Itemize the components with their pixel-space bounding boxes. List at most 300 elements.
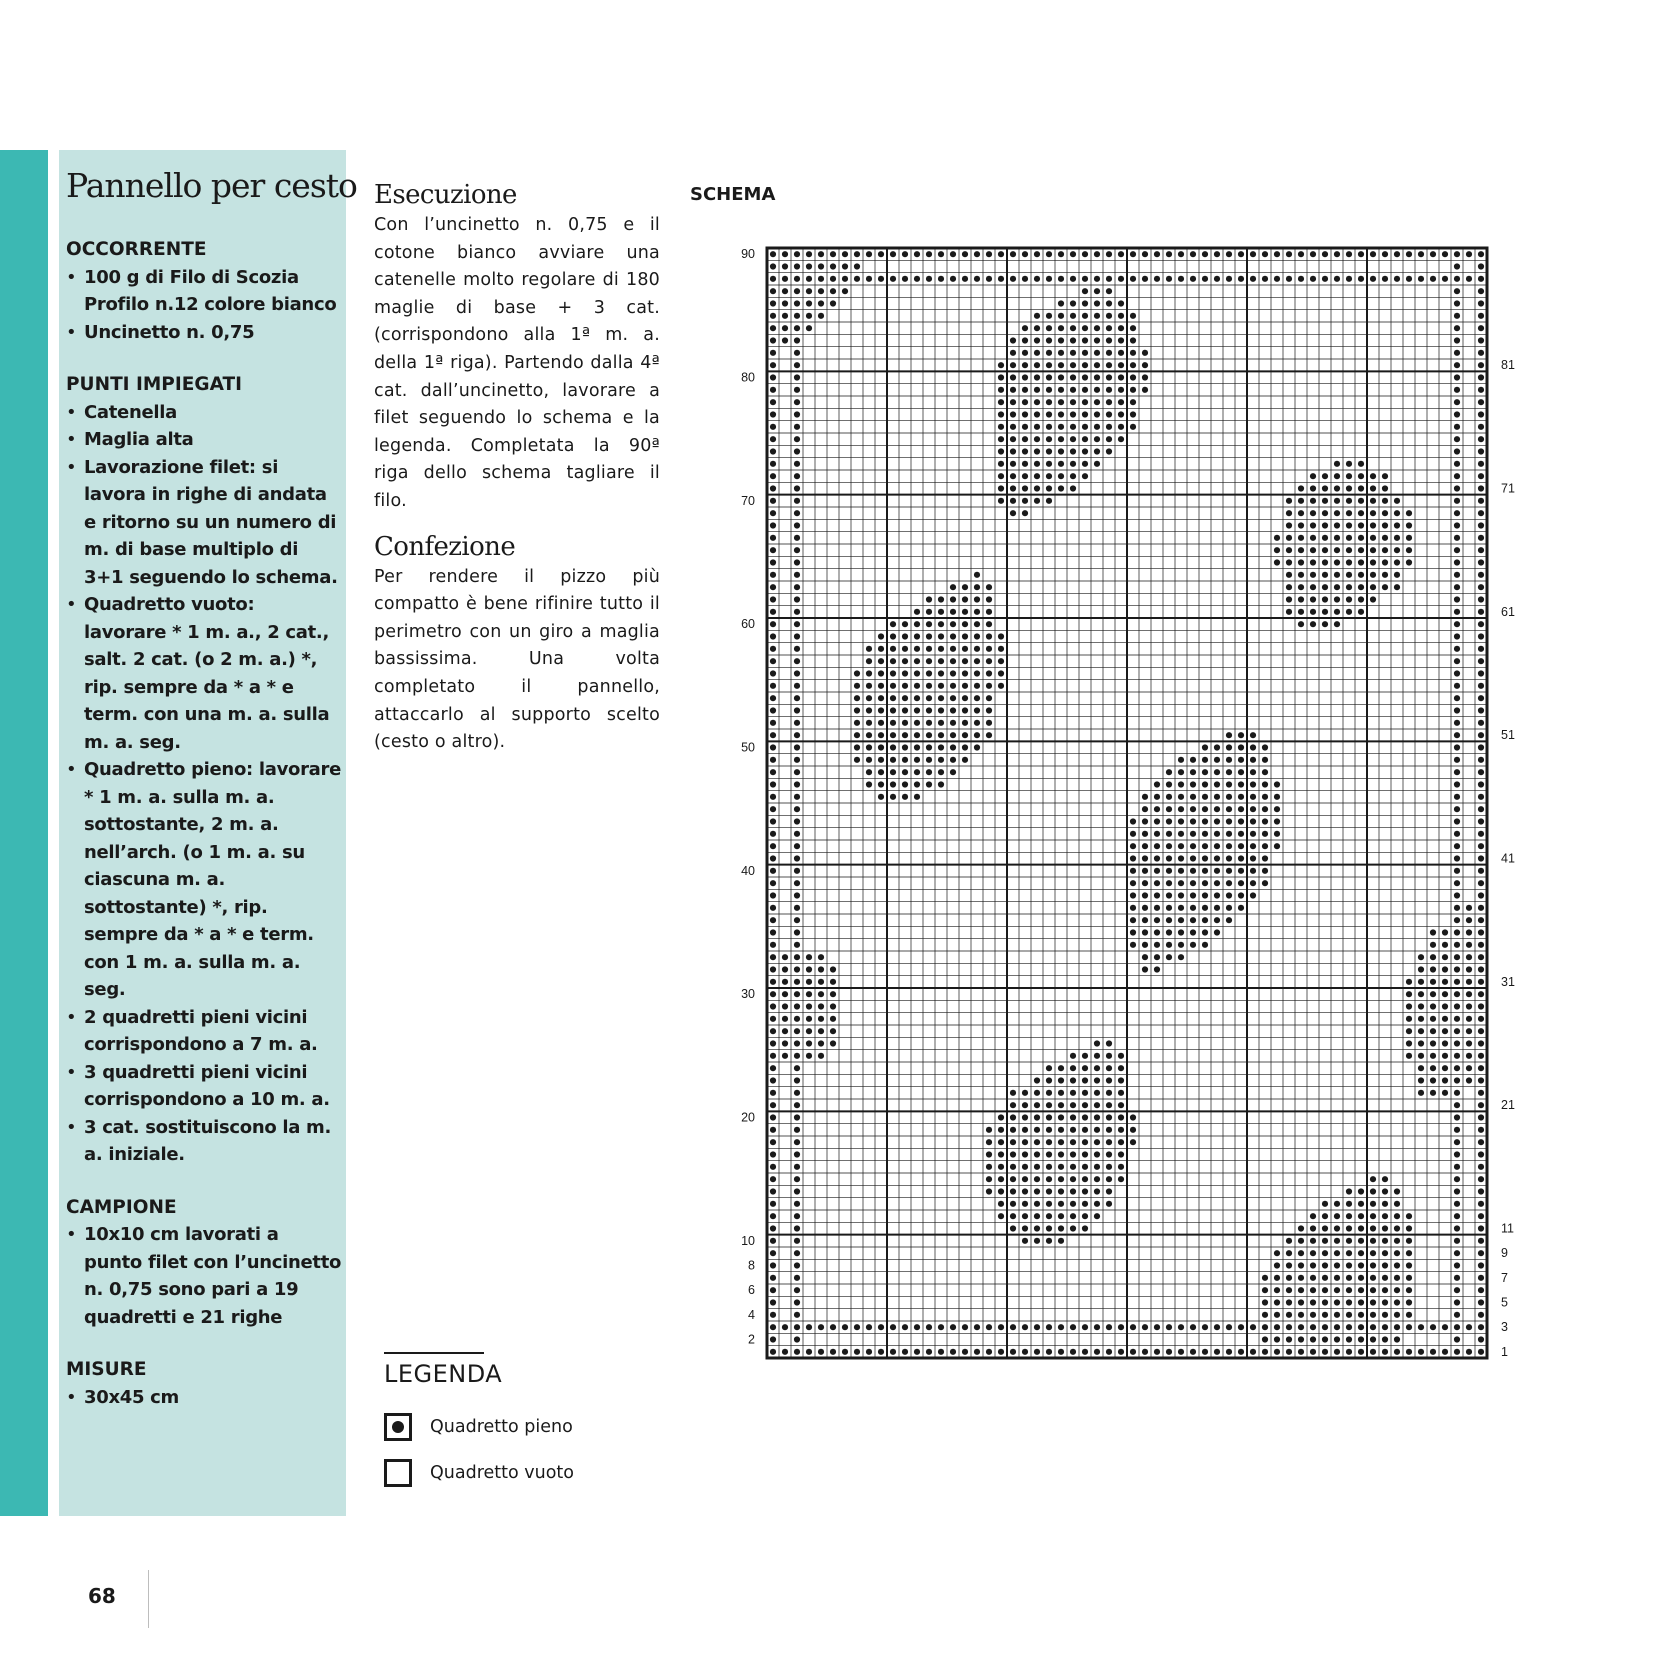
filled-square-dot: [1298, 559, 1304, 565]
filled-square-dot: [1346, 1262, 1352, 1268]
filled-square-dot: [950, 621, 956, 627]
filled-square-dot: [1298, 1275, 1304, 1281]
filled-square-dot: [1394, 1225, 1400, 1231]
filled-square-dot: [782, 337, 788, 343]
filled-square-dot: [1310, 1213, 1316, 1219]
filled-square-dot: [1154, 892, 1160, 898]
filled-square-dot: [986, 670, 992, 676]
filled-square-dot: [770, 744, 776, 750]
filled-square-dot: [1370, 251, 1376, 257]
filled-square-dot: [1082, 350, 1088, 356]
filled-square-dot: [1394, 1324, 1400, 1330]
filled-square-dot: [950, 769, 956, 775]
filled-square-dot: [794, 942, 800, 948]
filled-square-dot: [770, 1336, 776, 1342]
filled-square-dot: [1154, 818, 1160, 824]
filled-square-dot: [770, 325, 776, 331]
page-number: 68: [88, 1584, 116, 1608]
filled-square-dot: [1478, 498, 1484, 504]
filled-square-dot: [1166, 781, 1172, 787]
filled-square-dot: [1070, 424, 1076, 430]
filled-square-dot: [1142, 374, 1148, 380]
filled-square-dot: [1346, 1238, 1352, 1244]
filled-square-dot: [1046, 251, 1052, 257]
filled-square-dot: [1034, 1213, 1040, 1219]
execution-text: Con l’uncinetto n. 0,75 e il cotone bianco avviare una catenelle molto regolare di 180 maglie di base + 3 cat. (corrispondono alla 1ª m. a. della 1ª riga). Partendo dalla 4ª cat. dall’uncinetto, lavorare a filet seguendo lo schema e la legenda. Completata la 90ª riga dello schema tagliare il filo.: [374, 215, 660, 511]
filled-square-dot: [1382, 559, 1388, 565]
filled-square-dot: [1358, 559, 1364, 565]
filled-square-dot: [1106, 1114, 1112, 1120]
filled-square-dot: [1478, 1324, 1484, 1330]
filled-square-dot: [914, 695, 920, 701]
filled-square-dot: [1394, 1275, 1400, 1281]
filled-square-dot: [1310, 510, 1316, 516]
filled-square-dot: [1166, 929, 1172, 935]
filled-square-dot: [1202, 276, 1208, 282]
filled-square-dot: [914, 1349, 920, 1355]
filled-square-dot: [1454, 288, 1460, 294]
filled-square-dot: [770, 1003, 776, 1009]
filled-square-dot: [794, 707, 800, 713]
filled-square-dot: [878, 1349, 884, 1355]
filled-square-dot: [926, 720, 932, 726]
filled-square-dot: [1478, 806, 1484, 812]
filled-square-dot: [1118, 1065, 1124, 1071]
filled-square-dot: [1370, 1225, 1376, 1231]
filled-square-dot: [770, 1102, 776, 1108]
filled-square-dot: [890, 769, 896, 775]
row-label-left: 4: [748, 1307, 755, 1322]
filled-square-dot: [1082, 313, 1088, 319]
filled-square-dot: [902, 633, 908, 639]
filled-square-dot: [1010, 399, 1016, 405]
filled-square-dot: [1298, 251, 1304, 257]
filled-square-dot: [878, 251, 884, 257]
filled-square-dot: [1406, 251, 1412, 257]
filled-square-dot: [1286, 1324, 1292, 1330]
filled-square-dot: [1334, 473, 1340, 479]
filled-square-dot: [770, 374, 776, 380]
filled-square-dot: [1070, 485, 1076, 491]
filled-square-dot: [1250, 831, 1256, 837]
filled-square-dot: [1190, 868, 1196, 874]
row-label-right: 21: [1501, 1098, 1515, 1113]
filled-square-dot: [1406, 1225, 1412, 1231]
filled-square-dot: [1250, 892, 1256, 898]
filled-square-dot: [1142, 892, 1148, 898]
filled-square-dot: [1094, 1213, 1100, 1219]
filled-square-dot: [1274, 547, 1280, 553]
filled-square-dot: [1094, 374, 1100, 380]
filled-square-dot: [926, 707, 932, 713]
filled-square-dot: [1142, 251, 1148, 257]
filled-square-dot: [1010, 1114, 1016, 1120]
filled-square-dot: [794, 658, 800, 664]
filled-square-dot: [1454, 1275, 1460, 1281]
filled-square-dot: [794, 670, 800, 676]
filled-square-dot: [770, 831, 776, 837]
filled-square-dot: [1058, 1139, 1064, 1145]
filled-square-dot: [770, 781, 776, 787]
filled-square-dot: [1034, 1090, 1040, 1096]
filled-square-dot: [866, 683, 872, 689]
filled-square-dot: [1454, 510, 1460, 516]
filled-square-dot: [1082, 1213, 1088, 1219]
filled-square-dot: [1022, 337, 1028, 343]
filled-square-dot: [1322, 621, 1328, 627]
filled-square-dot: [902, 794, 908, 800]
filled-square-dot: [1226, 757, 1232, 763]
filled-square-dot: [1406, 276, 1412, 282]
filled-square-dot: [1478, 337, 1484, 343]
filled-square-dot: [938, 720, 944, 726]
filled-square-dot: [1418, 1016, 1424, 1022]
filled-square-dot: [1358, 572, 1364, 578]
filled-square-dot: [770, 1090, 776, 1096]
filled-square-dot: [974, 744, 980, 750]
filled-square-dot: [770, 1287, 776, 1293]
filled-square-dot: [1118, 1077, 1124, 1083]
filled-square-dot: [1178, 892, 1184, 898]
filled-square-dot: [1226, 843, 1232, 849]
filled-square-dot: [770, 1151, 776, 1157]
filled-square-dot: [818, 1324, 824, 1330]
filled-square-dot: [1046, 436, 1052, 442]
filled-square-dot: [998, 436, 1004, 442]
filled-square-dot: [998, 646, 1004, 652]
filled-square-dot: [1454, 707, 1460, 713]
filled-square-dot: [1082, 387, 1088, 393]
filled-square-dot: [1262, 276, 1268, 282]
filled-square-dot: [962, 658, 968, 664]
filled-square-dot: [794, 868, 800, 874]
filled-square-dot: [1034, 1225, 1040, 1231]
filled-square-dot: [914, 670, 920, 676]
filled-square-dot: [1466, 1016, 1472, 1022]
filled-square-dot: [1454, 1238, 1460, 1244]
filled-square-dot: [1466, 1040, 1472, 1046]
filled-square-dot: [1454, 757, 1460, 763]
filled-square-dot: [1118, 1102, 1124, 1108]
filled-square-dot: [1418, 251, 1424, 257]
filled-square-dot: [1094, 251, 1100, 257]
filled-square-dot: [1478, 1164, 1484, 1170]
filled-square-dot: [1214, 818, 1220, 824]
filled-square-dot: [1094, 461, 1100, 467]
filled-square-dot: [818, 954, 824, 960]
filled-square-dot: [866, 670, 872, 676]
filled-square-dot: [938, 732, 944, 738]
filled-square-dot: [1370, 559, 1376, 565]
filled-square-dot: [1454, 695, 1460, 701]
filled-square-dot: [1118, 1053, 1124, 1059]
filled-square-dot: [794, 1028, 800, 1034]
filled-square-dot: [1358, 1188, 1364, 1194]
filled-square-dot: [770, 337, 776, 343]
filled-square-dot: [1118, 337, 1124, 343]
filled-square-dot: [1334, 1250, 1340, 1256]
filled-square-dot: [1478, 251, 1484, 257]
filled-square-dot: [1046, 1065, 1052, 1071]
filled-square-dot: [1358, 1312, 1364, 1318]
filled-square-dot: [986, 1151, 992, 1157]
filled-square-dot: [1082, 1349, 1088, 1355]
filled-square-dot: [842, 288, 848, 294]
filled-square-dot: [1058, 387, 1064, 393]
filled-square-dot: [1310, 498, 1316, 504]
filled-square-dot: [770, 535, 776, 541]
filled-square-dot: [1286, 1287, 1292, 1293]
filled-square-dot: [998, 387, 1004, 393]
filled-square-dot: [1478, 1299, 1484, 1305]
filled-square-dot: [1034, 1201, 1040, 1207]
filled-square-dot: [1106, 1176, 1112, 1182]
filled-square-dot: [1226, 794, 1232, 800]
filled-square-dot: [1058, 448, 1064, 454]
filled-square-dot: [1130, 1127, 1136, 1133]
filled-square-dot: [1478, 781, 1484, 787]
filled-square-dot: [878, 658, 884, 664]
filled-square-dot: [1046, 374, 1052, 380]
filled-square-dot: [890, 658, 896, 664]
filled-square-dot: [1262, 1275, 1268, 1281]
filled-square-dot: [1454, 1139, 1460, 1145]
filled-square-dot: [1370, 1299, 1376, 1305]
filled-square-dot: [794, 1053, 800, 1059]
filled-square-dot: [818, 1053, 824, 1059]
filled-square-dot: [1214, 781, 1220, 787]
filled-square-dot: [1214, 892, 1220, 898]
filled-square-dot: [938, 251, 944, 257]
filled-square-dot: [1430, 1324, 1436, 1330]
filled-square-dot: [1226, 1349, 1232, 1355]
filled-square-dot: [1478, 1188, 1484, 1194]
filled-square-dot: [818, 1016, 824, 1022]
filled-square-dot: [1166, 818, 1172, 824]
filled-square-dot: [1094, 300, 1100, 306]
filled-square-dot: [1334, 609, 1340, 615]
page-title: Pannello per cesto: [66, 166, 357, 205]
filled-square-dot: [1262, 880, 1268, 886]
filled-square-dot: [1142, 806, 1148, 812]
filled-square-dot: [770, 300, 776, 306]
filled-square-dot: [1214, 917, 1220, 923]
filled-square-dot: [1478, 522, 1484, 528]
filled-square-dot: [818, 1003, 824, 1009]
filled-square-dot: [1046, 1127, 1052, 1133]
filled-square-dot: [1442, 1324, 1448, 1330]
filled-square-dot: [1454, 942, 1460, 948]
filled-square-dot: [854, 732, 860, 738]
filled-square-dot: [794, 1151, 800, 1157]
filled-square-dot: [806, 1016, 812, 1022]
filled-square-dot: [1238, 1324, 1244, 1330]
filled-square-dot: [1358, 1201, 1364, 1207]
filled-square-dot: [1094, 1324, 1100, 1330]
filled-square-dot: [926, 621, 932, 627]
filled-square-dot: [1226, 769, 1232, 775]
filled-square-dot: [1034, 1176, 1040, 1182]
filled-square-dot: [1142, 942, 1148, 948]
filled-square-dot: [1190, 929, 1196, 935]
filled-square-dot: [1478, 1225, 1484, 1231]
filled-square-dot: [1478, 399, 1484, 405]
list-item: • 30x45 cm: [66, 1384, 342, 1412]
filled-square-dot: [1358, 1287, 1364, 1293]
filled-square-dot: [1442, 1053, 1448, 1059]
filled-square-dot: [782, 1324, 788, 1330]
filled-square-dot: [926, 1324, 932, 1330]
filled-square-dot: [866, 276, 872, 282]
filled-square-dot: [1358, 1250, 1364, 1256]
filled-square-dot: [1442, 276, 1448, 282]
filled-square-dot: [1454, 1299, 1460, 1305]
filled-square-dot: [1226, 251, 1232, 257]
filled-square-dot: [1346, 1213, 1352, 1219]
filled-square-dot: [830, 263, 836, 269]
filled-square-dot: [1190, 942, 1196, 948]
filled-square-dot: [794, 337, 800, 343]
filled-square-dot: [1202, 806, 1208, 812]
filled-square-dot: [770, 547, 776, 553]
filled-square-dot: [854, 670, 860, 676]
filled-square-dot: [1322, 1262, 1328, 1268]
filled-square-dot: [1286, 1312, 1292, 1318]
filled-square-dot: [1022, 1102, 1028, 1108]
filled-square-dot: [1094, 1127, 1100, 1133]
filled-square-dot: [1262, 744, 1268, 750]
filled-square-dot: [1478, 1090, 1484, 1096]
filled-square-dot: [1190, 917, 1196, 923]
filled-square-dot: [1346, 572, 1352, 578]
filled-square-dot: [1430, 276, 1436, 282]
filled-square-dot: [1274, 831, 1280, 837]
filled-square-dot: [1454, 991, 1460, 997]
filled-square-dot: [1322, 1324, 1328, 1330]
filled-square-dot: [818, 251, 824, 257]
filled-square-dot: [1262, 843, 1268, 849]
filled-square-dot: [1190, 251, 1196, 257]
filled-square-dot: [770, 1164, 776, 1170]
filled-square-dot: [986, 707, 992, 713]
filled-square-dot: [1286, 1336, 1292, 1342]
filled-square-dot: [1346, 535, 1352, 541]
filled-square-dot: [1454, 263, 1460, 269]
filled-square-dot: [1022, 1324, 1028, 1330]
filled-square-dot: [1286, 584, 1292, 590]
filled-square-dot: [1034, 399, 1040, 405]
filled-square-dot: [1058, 1151, 1064, 1157]
filled-square-dot: [866, 769, 872, 775]
filled-square-dot: [1214, 769, 1220, 775]
filled-square-dot: [1094, 436, 1100, 442]
filled-square-dot: [1046, 362, 1052, 368]
filled-square-dot: [1010, 1151, 1016, 1157]
filled-square-dot: [1298, 596, 1304, 602]
filled-square-dot: [1346, 498, 1352, 504]
filled-square-dot: [1094, 387, 1100, 393]
filled-square-dot: [1094, 1188, 1100, 1194]
filled-square-dot: [1370, 522, 1376, 528]
filled-square-dot: [1058, 1127, 1064, 1133]
filled-square-dot: [770, 892, 776, 898]
filled-square-dot: [1106, 411, 1112, 417]
filled-square-dot: [794, 288, 800, 294]
filled-square-dot: [974, 658, 980, 664]
filled-square-dot: [1442, 1016, 1448, 1022]
filled-square-dot: [1322, 1238, 1328, 1244]
filled-square-dot: [1334, 498, 1340, 504]
filled-square-dot: [1394, 1250, 1400, 1256]
filled-square-dot: [1442, 966, 1448, 972]
filled-square-dot: [794, 720, 800, 726]
filled-square-dot: [1418, 991, 1424, 997]
filled-square-dot: [1454, 954, 1460, 960]
filled-square-dot: [1130, 276, 1136, 282]
filled-square-dot: [1478, 1114, 1484, 1120]
filled-square-dot: [1454, 387, 1460, 393]
filled-square-dot: [1106, 424, 1112, 430]
filled-square-dot: [878, 744, 884, 750]
filled-square-dot: [1142, 855, 1148, 861]
filled-square-dot: [1070, 374, 1076, 380]
filled-square-dot: [1022, 1151, 1028, 1157]
filled-square-dot: [794, 806, 800, 812]
filled-square-dot: [878, 683, 884, 689]
filled-square-dot: [1070, 1349, 1076, 1355]
filled-square-dot: [1454, 350, 1460, 356]
filled-square-dot: [926, 1349, 932, 1355]
filled-square-dot: [1130, 1349, 1136, 1355]
filled-square-dot: [1118, 1349, 1124, 1355]
filled-square-dot: [1118, 1324, 1124, 1330]
filled-square-dot: [1094, 1102, 1100, 1108]
filled-square-dot: [1010, 461, 1016, 467]
filled-square-dot: [854, 1349, 860, 1355]
filled-square-dot: [890, 744, 896, 750]
filled-square-dot: [1382, 584, 1388, 590]
filled-square-dot: [998, 670, 1004, 676]
filled-square-dot: [1454, 781, 1460, 787]
filled-square-dot: [1106, 436, 1112, 442]
filled-square-dot: [1322, 596, 1328, 602]
filled-square-dot: [818, 313, 824, 319]
filled-square-dot: [1454, 905, 1460, 911]
filled-square-dot: [1382, 498, 1388, 504]
filled-square-dot: [1154, 781, 1160, 787]
filled-square-dot: [926, 251, 932, 257]
filled-square-dot: [950, 1349, 956, 1355]
filled-square-dot: [1370, 1188, 1376, 1194]
filled-square-dot: [998, 633, 1004, 639]
filled-square-dot: [782, 263, 788, 269]
legend-label: Quadretto pieno: [430, 1417, 573, 1437]
filled-square-dot: [1070, 387, 1076, 393]
filled-square-dot: [770, 1324, 776, 1330]
filled-square-dot: [1226, 917, 1232, 923]
filled-square-dot: [770, 1016, 776, 1022]
filled-square-dot: [1190, 781, 1196, 787]
filled-square-dot: [1406, 1312, 1412, 1318]
filled-square-dot: [1430, 979, 1436, 985]
filled-square-dot: [794, 572, 800, 578]
filled-square-dot: [1070, 411, 1076, 417]
filled-square-dot: [1238, 905, 1244, 911]
filled-square-dot: [1274, 1299, 1280, 1305]
filled-square-dot: [866, 646, 872, 652]
filled-square-dot: [1370, 1250, 1376, 1256]
filled-square-dot: [1346, 1275, 1352, 1281]
